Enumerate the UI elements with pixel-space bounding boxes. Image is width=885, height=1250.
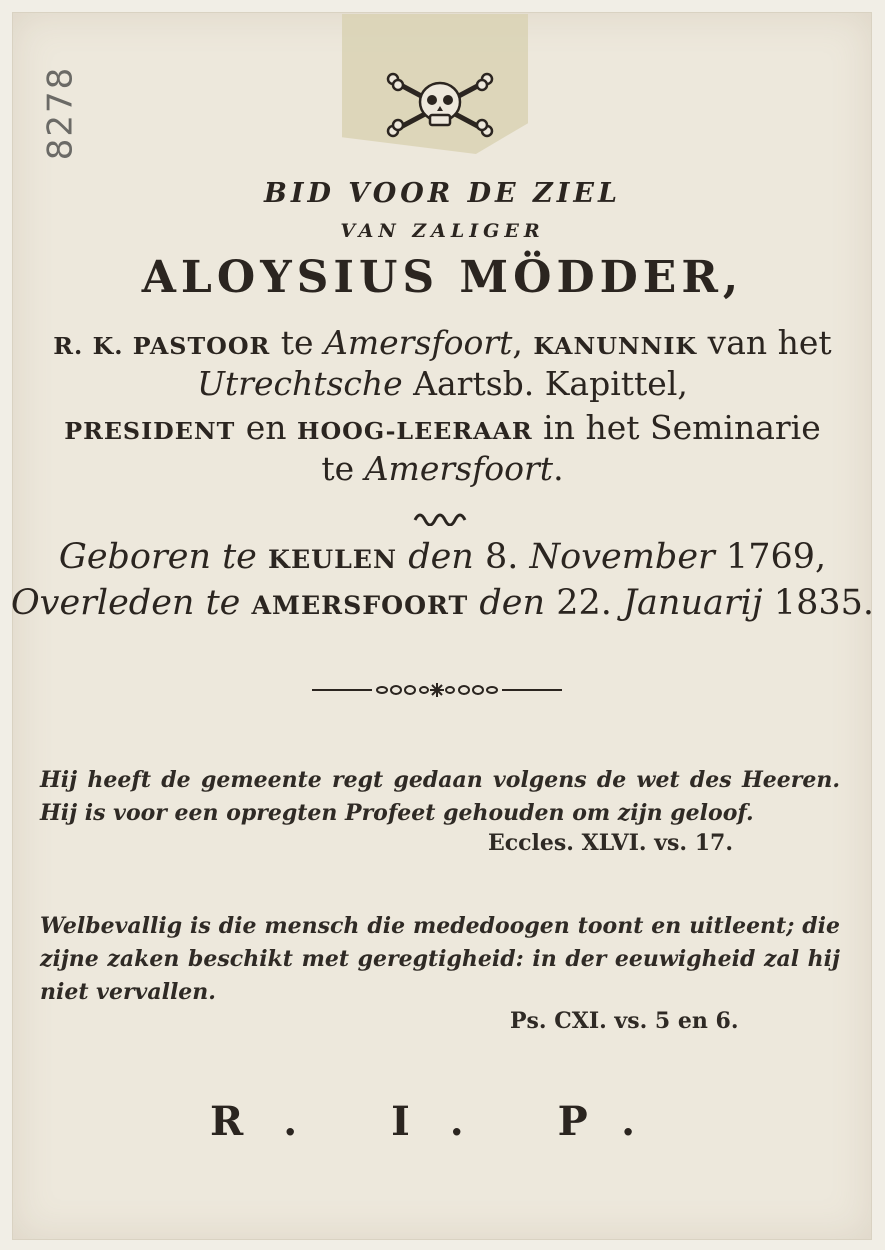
verse-1-reference: Eccles. XLVI. vs. 17.	[488, 830, 733, 856]
wave-ornament	[412, 506, 468, 526]
verse-2-reference: Ps. CXI. vs. 5 en 6.	[510, 1008, 739, 1034]
title-row-2: Utrechtsche Aartsb. Kapittel,	[197, 364, 688, 403]
death-line: Overleden te AMERSFOORT den 22. Januarij 1835.	[10, 583, 874, 623]
archive-number: 8278	[40, 65, 80, 160]
title-row-3: PRESIDENT en HOOG-LEERAAR in het Seminarie	[64, 408, 821, 447]
birth-line: Geboren te KEULEN den 8. November 1769,	[58, 537, 827, 577]
rip-initials: R. I. P.	[209, 1098, 676, 1145]
heading-pray: BID VOOR DE ZIEL	[264, 178, 621, 209]
heading-late: VAN ZALIGER	[340, 220, 545, 242]
deceased-name: ALOYSIUS MÖDDER,	[141, 252, 744, 303]
verse-1: Hij heeft de gemeente regt gedaan volgens de wet des Heeren. Hij is voor een opregten Profeet gehouden om zijn geloof.	[40, 767, 840, 826]
skull-crossbones-icon	[385, 70, 495, 140]
title-row-4: te Amersfoort.	[321, 449, 564, 488]
verse-2: Welbevallig is die mensch die mededoogen toont en uitleent; die zijne zaken beschikt met geregtigheid: in der eeuwigheid zal hij niet vervallen.	[40, 913, 840, 1005]
ornamental-divider	[312, 680, 562, 700]
title-row-1: R. K. PASTOOR te Amersfoort, KANUNNIK van het	[53, 323, 832, 362]
